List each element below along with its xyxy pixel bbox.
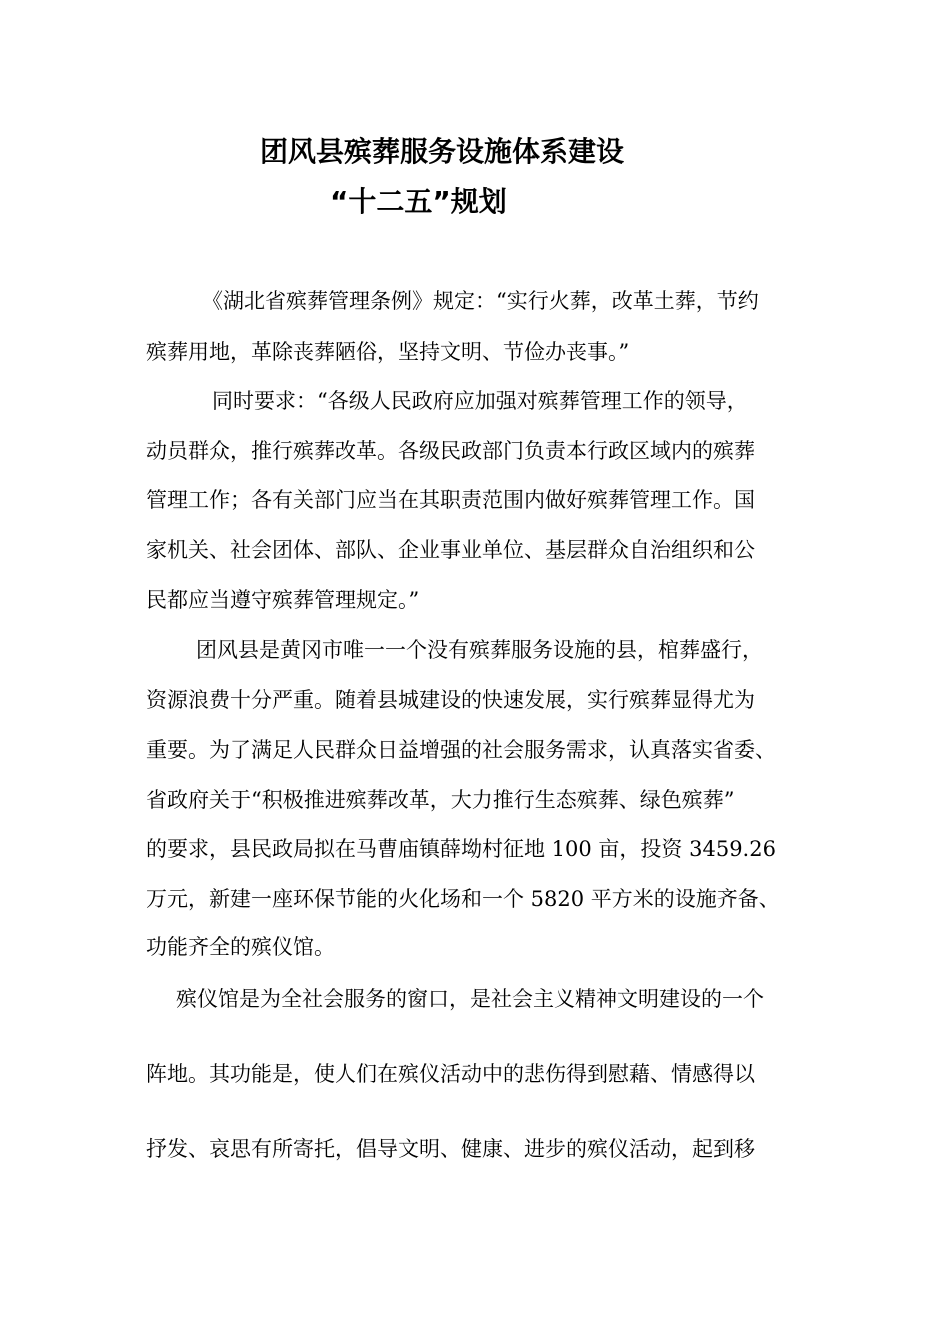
text-line: 资源浪费十分严重。随着县城建设的快速发展，实行殡葬显得尤为 — [146, 688, 755, 712]
document-title: 团风县殡葬服务设施体系建设 — [260, 135, 625, 168]
text-line: 阵地。其功能是，使人们在殡仪活动中的悲伤得到慰藉、情感得以 — [146, 1062, 755, 1086]
text-line: 管理工作；各有关部门应当在其职责范围内做好殡葬管理工作。国 — [146, 488, 755, 512]
text-line: 省政府关于“积极推进殡葬改革，大力推行生态殡葬、绿色殡葬” — [146, 788, 735, 812]
text-line: 动员群众，推行殡葬改革。各级民政部门负责本行政区域内的殡葬 — [146, 439, 755, 463]
text-line: 殡葬用地，革除丧葬陋俗，坚持文明、节俭办丧事。” — [146, 340, 630, 364]
document-subtitle: “十二五”规划 — [330, 185, 507, 218]
text-line: 殡仪馆是为全社会服务的窗口，是社会主义精神文明建设的一个 — [176, 987, 764, 1011]
text-line: 团风县是黄冈市唯一一个没有殡葬服务设施的县，棺葬盛行， — [196, 638, 763, 662]
text-line: 的要求，县民政局拟在马曹庙镇薛坳村征地 100 亩，投资 3459.26 — [146, 837, 776, 861]
text-line: 《湖北省殡葬管理条例》规定：“实行火葬，改革土葬，节约 — [202, 289, 759, 313]
text-line: 万元，新建一座环保节能的火化场和一个 5820 平方米的设施齐备、 — [146, 887, 780, 911]
text-line: 功能齐全的殡仪馆。 — [146, 935, 335, 959]
text-line: 同时要求：“各级人民政府应加强对殡葬管理工作的领导， — [212, 389, 748, 413]
text-line: 家机关、社会团体、部队、企业事业单位、基层群众自治组织和公 — [146, 538, 755, 562]
text-line: 重要。为了满足人民群众日益增强的社会服务需求，认真落实省委、 — [146, 738, 776, 762]
text-line: 民都应当遵守殡葬管理规定。” — [146, 588, 420, 612]
text-line: 抒发、哀思有所寄托，倡导文明、健康、进步的殡仪活动，起到移 — [146, 1137, 755, 1161]
